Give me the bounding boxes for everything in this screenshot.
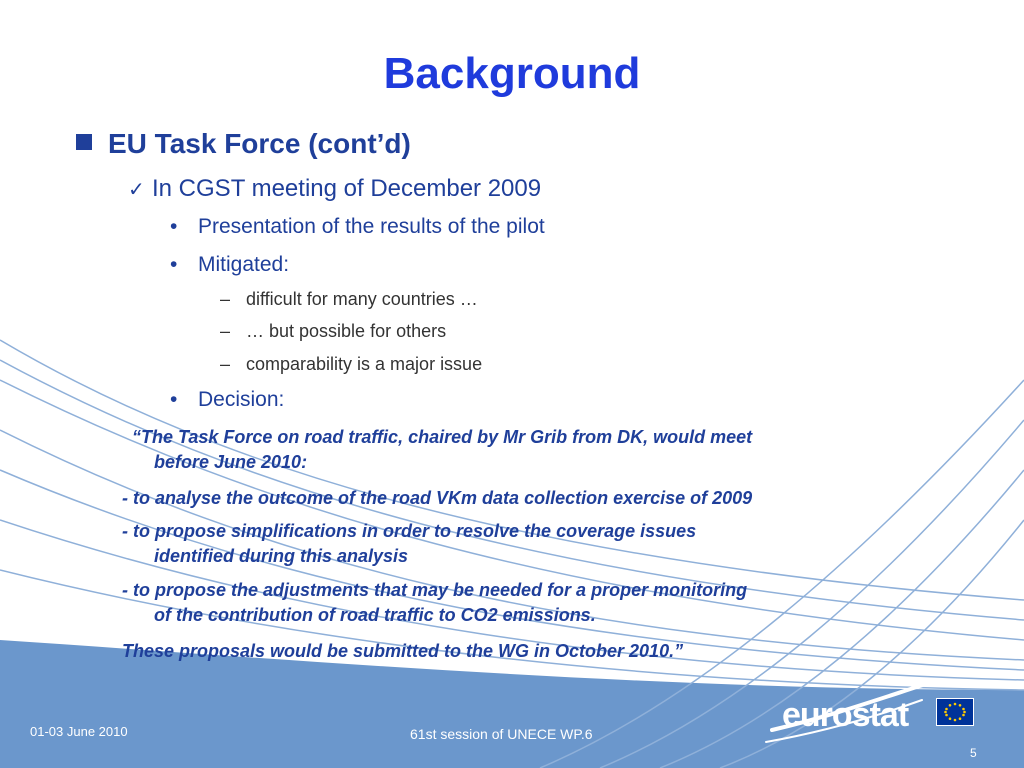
- dash-bullet-icon: –: [220, 321, 231, 341]
- quote-simplifications: [122, 519, 942, 569]
- sub-item-text: … but possible for others: [246, 321, 447, 341]
- eu-flag-icon: [936, 698, 974, 726]
- eurostat-logo: [762, 678, 982, 748]
- bullet-dot-icon: •: [170, 215, 178, 238]
- quote-adjustments: [122, 578, 942, 628]
- logo-text: eurostat: [782, 696, 909, 734]
- bullet-text: Decision:: [198, 388, 285, 411]
- quote-line-3b: identified during this analysis: [154, 546, 409, 566]
- quote-line-3: - to propose simplifications in order to resolve the coverage issues: [122, 521, 697, 541]
- dash-bullet-icon: –: [220, 289, 231, 309]
- bullet-presentation: [170, 213, 545, 241]
- level2-bullet: [128, 173, 541, 206]
- bullet-dot-icon: •: [170, 253, 178, 276]
- sub-item-text: difficult for many countries …: [246, 289, 478, 309]
- footer-session: 61st session of UNECE WP.6: [410, 726, 593, 742]
- level2-text: In CGST meeting of December 2009: [152, 175, 542, 202]
- square-bullet-icon: [76, 134, 92, 150]
- sub-item-comparability: [220, 352, 482, 376]
- sub-item-text: comparability is a major issue: [246, 354, 483, 374]
- slide-title: [0, 46, 1024, 102]
- sub-item-possible: [220, 319, 446, 343]
- bullet-text: Mitigated:: [198, 253, 290, 276]
- quote-line-4b: of the contribution of road traffic to CO2 emissions.: [154, 605, 596, 625]
- sub-item-difficult: [220, 287, 478, 311]
- decision-quote: [122, 425, 942, 475]
- level1-bullet: [76, 126, 411, 162]
- quote-line-2: - to analyse the outcome of the road VKm data collection exercise of 2009: [122, 488, 753, 508]
- quote-line-1: “The Task Force on road traffic, chaired by Mr Grib from DK, would meet: [132, 427, 753, 447]
- dash-bullet-icon: –: [220, 354, 231, 374]
- quote-line-1b: before June 2010:: [154, 452, 308, 472]
- footer-date: 01-03 June 2010: [30, 724, 128, 739]
- slide-title-text: Background: [383, 49, 641, 98]
- bullet-mitigated: [170, 251, 289, 279]
- quote-line-4: - to propose the adjustments that may be needed for a proper monitoring: [122, 580, 748, 600]
- bullet-text: Presentation of the results of the pilot: [198, 215, 545, 238]
- bullet-decision: [170, 386, 284, 414]
- checkmark-icon: ✓: [128, 179, 145, 201]
- level1-text: EU Task Force (cont’d): [108, 128, 411, 159]
- page-number: 5: [970, 746, 977, 760]
- quote-analyse: [122, 486, 942, 511]
- quote-proposals: [122, 639, 942, 664]
- quote-line-5: These proposals would be submitted to the WG in October 2010.”: [122, 641, 684, 661]
- bullet-dot-icon: •: [170, 388, 178, 411]
